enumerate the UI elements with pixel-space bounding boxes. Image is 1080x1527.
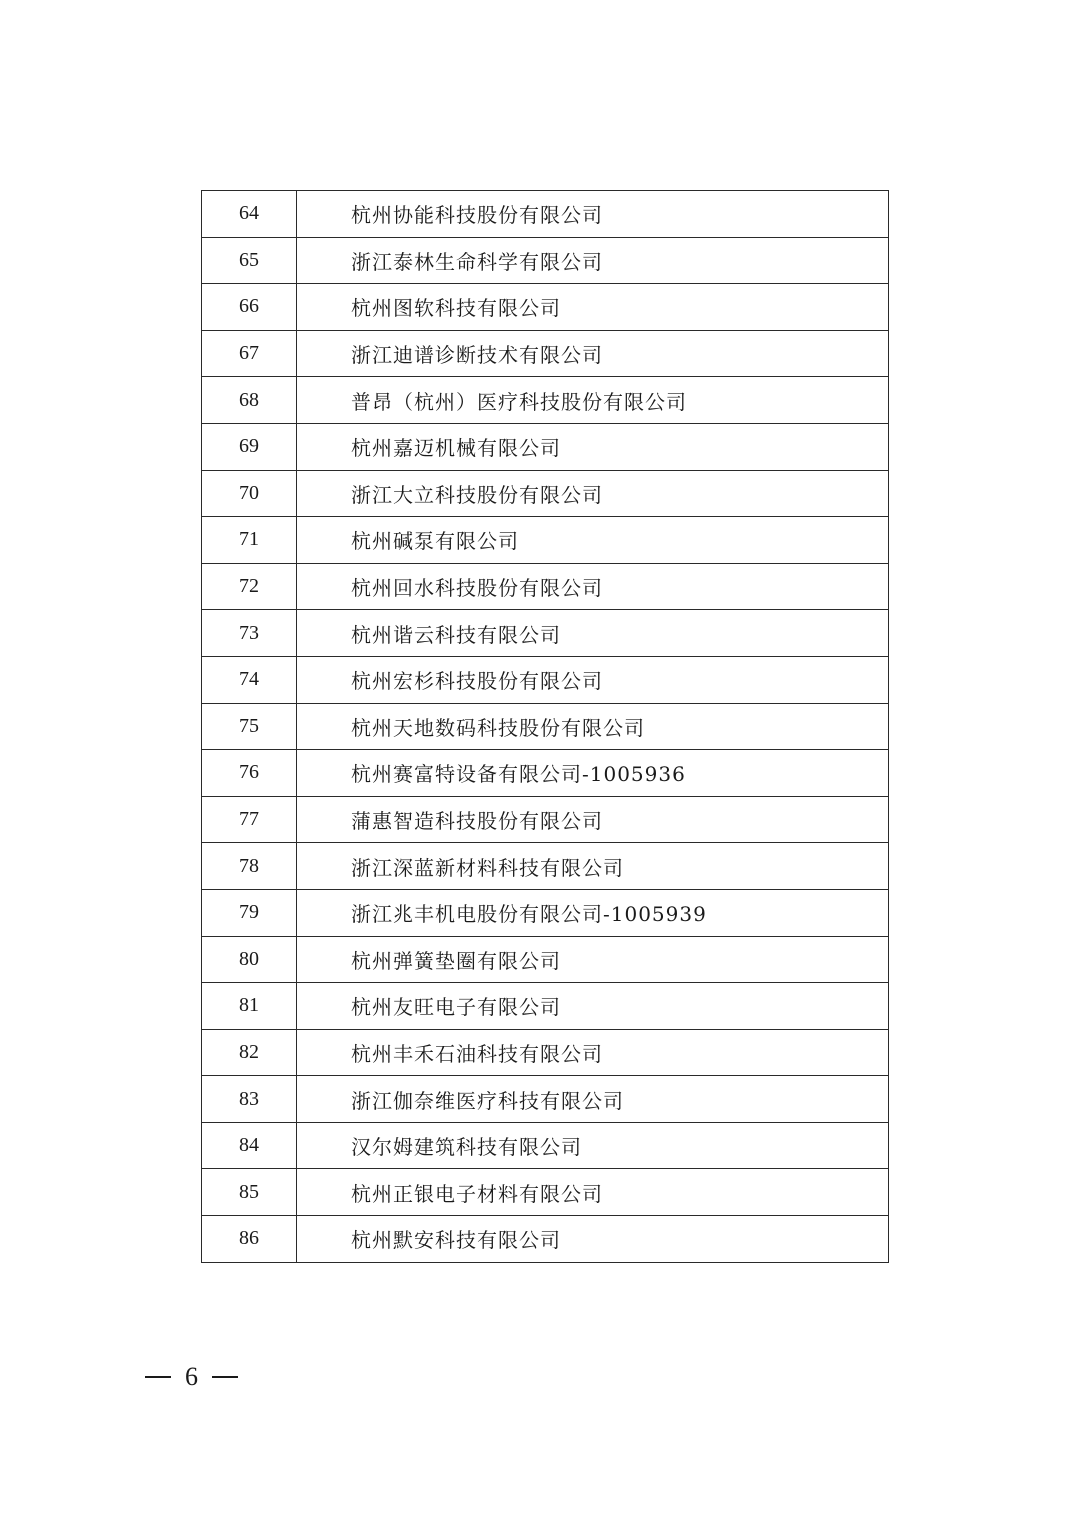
table-row [202, 1029, 889, 1076]
table-row [202, 703, 889, 750]
company-name: 浙江伽奈维医疗科技有限公司 [297, 1076, 889, 1123]
company-name: 浙江深蓝新材料科技有限公司 [297, 843, 889, 890]
table-row [202, 656, 889, 703]
company-name: 杭州协能科技股份有限公司 [297, 191, 889, 238]
row-number: 66 [202, 284, 297, 331]
company-name: 杭州碱泵有限公司 [297, 517, 889, 564]
company-name: 浙江大立科技股份有限公司 [297, 470, 889, 517]
table-row [202, 983, 889, 1030]
table-row [202, 936, 889, 983]
table-row [202, 750, 889, 797]
row-number: 71 [202, 517, 297, 564]
row-number: 76 [202, 750, 297, 797]
table-body [202, 191, 889, 1263]
row-number: 72 [202, 563, 297, 610]
company-name: 杭州图软科技有限公司 [297, 284, 889, 331]
table-row [202, 610, 889, 657]
company-name: 浙江泰林生命科学有限公司 [297, 237, 889, 284]
row-number: 68 [202, 377, 297, 424]
table-row [202, 1169, 889, 1216]
row-number: 77 [202, 796, 297, 843]
footer-dash-right [212, 1376, 238, 1378]
company-name: 杭州宏杉科技股份有限公司 [297, 656, 889, 703]
company-name: 杭州赛富特设备有限公司-1005936 [297, 750, 889, 797]
row-number: 73 [202, 610, 297, 657]
table-row [202, 470, 889, 517]
company-name: 杭州弹簧垫圈有限公司 [297, 936, 889, 983]
table-row [202, 1122, 889, 1169]
page-number: 6 [185, 1362, 198, 1391]
company-name: 杭州友旺电子有限公司 [297, 983, 889, 1030]
table-row [202, 191, 889, 238]
table-row [202, 423, 889, 470]
company-name: 杭州嘉迈机械有限公司 [297, 423, 889, 470]
row-number: 74 [202, 656, 297, 703]
table-row [202, 796, 889, 843]
table-row [202, 330, 889, 377]
company-name: 浙江兆丰机电股份有限公司-1005939 [297, 889, 889, 936]
company-name: 杭州丰禾石油科技有限公司 [297, 1029, 889, 1076]
row-number: 67 [202, 330, 297, 377]
table-row [202, 843, 889, 890]
row-number: 85 [202, 1169, 297, 1216]
company-name: 杭州正银电子材料有限公司 [297, 1169, 889, 1216]
table-row [202, 889, 889, 936]
company-name: 杭州谐云科技有限公司 [297, 610, 889, 657]
table-row [202, 284, 889, 331]
row-number: 78 [202, 843, 297, 890]
row-number: 82 [202, 1029, 297, 1076]
row-number: 70 [202, 470, 297, 517]
table-row [202, 563, 889, 610]
row-number: 69 [202, 423, 297, 470]
page-footer [145, 1362, 238, 1392]
company-name: 汉尔姆建筑科技有限公司 [297, 1122, 889, 1169]
row-number: 80 [202, 936, 297, 983]
table-row [202, 1076, 889, 1123]
company-name: 普昂（杭州）医疗科技股份有限公司 [297, 377, 889, 424]
row-number: 79 [202, 889, 297, 936]
table-row [202, 237, 889, 284]
table-row [202, 377, 889, 424]
row-number: 81 [202, 983, 297, 1030]
row-number: 64 [202, 191, 297, 238]
company-name: 蒲惠智造科技股份有限公司 [297, 796, 889, 843]
row-number: 75 [202, 703, 297, 750]
company-name: 杭州回水科技股份有限公司 [297, 563, 889, 610]
company-list-table [201, 190, 889, 1263]
row-number: 65 [202, 237, 297, 284]
row-number: 84 [202, 1122, 297, 1169]
table-row [202, 1216, 889, 1263]
company-name: 杭州默安科技有限公司 [297, 1216, 889, 1263]
row-number: 86 [202, 1216, 297, 1263]
company-name: 杭州天地数码科技股份有限公司 [297, 703, 889, 750]
company-name: 浙江迪谱诊断技术有限公司 [297, 330, 889, 377]
footer-dash-left [145, 1376, 171, 1378]
row-number: 83 [202, 1076, 297, 1123]
table-row [202, 517, 889, 564]
